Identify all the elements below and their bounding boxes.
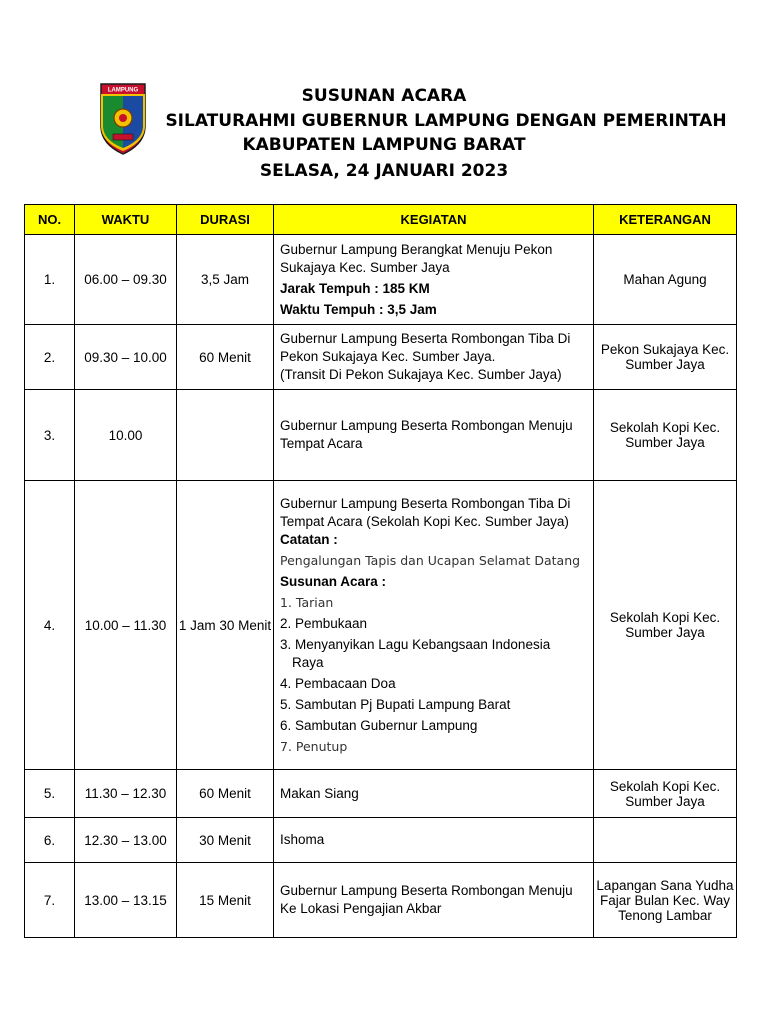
header-kegiatan: KEGIATAN	[274, 205, 594, 235]
kegiatan-line: 7. Penutup	[280, 738, 348, 754]
header-waktu: WAKTU	[75, 205, 177, 235]
kegiatan-line: Raya	[292, 654, 324, 670]
doc-date: SELASA, 24 JANUARI 2023	[259, 161, 509, 181]
row-durasi: 15 Menit	[177, 863, 274, 938]
row-durasi: 1 Jam 30 Menit	[177, 481, 274, 770]
row-no: 5.	[25, 770, 75, 818]
kegiatan-line: 6. Sambutan Gubernur Lampung	[280, 717, 478, 733]
row-keterangan: Sekolah Kopi Kec. Sumber Jaya	[594, 481, 737, 770]
row-no: 4.	[25, 481, 75, 770]
doc-title: SUSUNAN ACARA	[301, 86, 467, 106]
table-row	[25, 235, 737, 325]
header-no: NO.	[25, 205, 75, 235]
row-kegiatan	[274, 818, 594, 863]
row-keterangan: Pekon Sukajaya Kec. Sumber Jaya	[594, 325, 737, 390]
kegiatan-line: 2. Pembukaan	[280, 615, 368, 631]
row-no: 1.	[25, 235, 75, 325]
row-kegiatan	[274, 863, 594, 938]
row-keterangan	[594, 818, 737, 863]
table-row	[25, 325, 737, 390]
row-keterangan: Sekolah Kopi Kec. Sumber Jaya	[594, 770, 737, 818]
row-keterangan: Sekolah Kopi Kec. Sumber Jaya	[594, 390, 737, 481]
kegiatan-line: Gubernur Lampung Beserta Rombongan Menuju Ke Lokasi Pengajian Akbar	[280, 883, 573, 916]
row-durasi	[177, 390, 274, 481]
row-kegiatan	[274, 481, 594, 770]
row-no: 3.	[25, 390, 75, 481]
row-kegiatan	[274, 235, 594, 325]
doc-subtitle-2: KABUPATEN LAMPUNG BARAT	[242, 135, 526, 155]
row-no: 7.	[25, 863, 75, 938]
row-waktu: 06.00 – 09.30	[75, 235, 177, 325]
kegiatan-line: 3. Menyanyikan Lagu Kebangsaan Indonesia	[280, 636, 551, 652]
row-durasi: 60 Menit	[177, 325, 274, 390]
row-kegiatan	[274, 325, 594, 390]
schedule-table	[24, 204, 737, 938]
row-waktu: 10.00 – 11.30	[75, 481, 177, 770]
kegiatan-line: 1. Tarian	[280, 594, 334, 610]
kegiatan-line: Jarak Tempuh : 185 KM	[280, 280, 430, 296]
kegiatan-line: Gubernur Lampung Beserta Rombongan Menuju Tempat Acara	[280, 418, 573, 451]
row-kegiatan	[274, 770, 594, 818]
row-waktu: 10.00	[75, 390, 177, 481]
row-kegiatan	[274, 390, 594, 481]
kegiatan-line: Pengalungan Tapis dan Ucapan Selamat Datang	[280, 552, 581, 568]
table-row	[25, 863, 737, 938]
table-row	[25, 770, 737, 818]
kegiatan-line: Gubernur Lampung Berangkat Menuju Pekon Sukajaya Kec. Sumber Jaya	[280, 241, 553, 275]
row-waktu: 13.00 – 13.15	[75, 863, 177, 938]
kegiatan-line: Ishoma	[280, 832, 325, 847]
kegiatan-line: Waktu Tempuh : 3,5 Jam	[280, 301, 437, 317]
row-keterangan: Mahan Agung	[594, 235, 737, 325]
kegiatan-line: (Transit Di Pekon Sukajaya Kec. Sumber Jaya)	[280, 367, 562, 382]
kegiatan-line: Gubernur Lampung Beserta Rombongan Tiba Di Pekon Sukajaya Kec. Sumber Jaya.	[280, 331, 571, 364]
row-durasi: 3,5 Jam	[177, 235, 274, 325]
row-waktu: 12.30 – 13.00	[75, 818, 177, 863]
row-waktu: 09.30 – 10.00	[75, 325, 177, 390]
table-row	[25, 818, 737, 863]
header-durasi: DURASI	[177, 205, 274, 235]
kegiatan-line: Gubernur Lampung Beserta Rombongan Tiba Di Tempat Acara (Sekolah Kopi Kec. Sumber Jaya)	[280, 495, 571, 529]
row-no: 6.	[25, 818, 75, 863]
kegiatan-line: 5. Sambutan Pj Bupati Lampung Barat	[280, 696, 511, 712]
kegiatan-line: Makan Siang	[280, 785, 359, 801]
row-durasi: 30 Menit	[177, 818, 274, 863]
row-keterangan: Lapangan Sana Yudha Fajar Bulan Kec. Way Tenong Lambar	[594, 863, 737, 938]
table-row	[25, 390, 737, 481]
row-waktu: 11.30 – 12.30	[75, 770, 177, 818]
row-durasi: 60 Menit	[177, 770, 274, 818]
table-row	[25, 481, 737, 770]
doc-subtitle-1: SILATURAHMI GUBERNUR LAMPUNG DENGAN PEMERINTAH	[165, 111, 727, 131]
kegiatan-line: Susunan Acara :	[280, 573, 387, 589]
row-no: 2.	[25, 325, 75, 390]
header-keterangan: KETERANGAN	[594, 205, 737, 235]
kegiatan-line: 4. Pembacaan Doa	[280, 675, 396, 691]
kegiatan-line: Catatan :	[280, 531, 338, 547]
logo-text: LAMPUNG	[107, 87, 139, 94]
table-header-row	[25, 205, 737, 235]
